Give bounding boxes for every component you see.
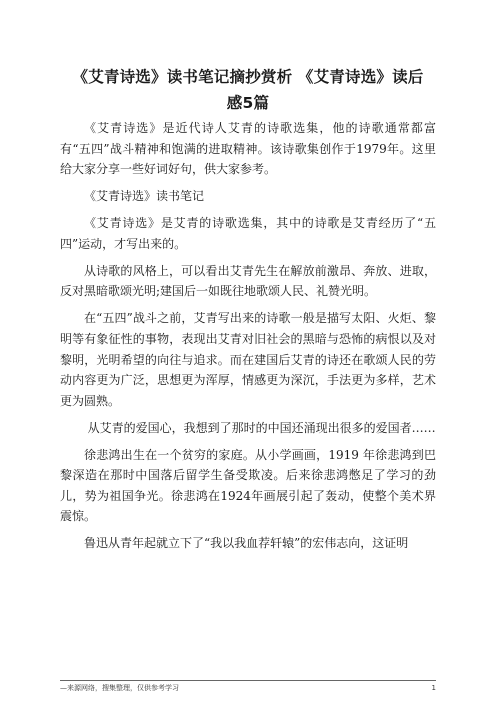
paragraph-intro: 《艾青诗选》是近代诗人艾青的诗歌选集，他的诗歌通常都富有“五四”战斗精神和饱满的进取精神。该诗歌集创作于1979年。这里给大家分享一些好词好句，供大家参考。 [60, 121, 436, 177]
title-line-1: 《艾青诗选》读书笔记摘抄赏析 《艾青诗选》读后 [72, 68, 424, 86]
footer-divider [60, 680, 436, 681]
paragraph-lu-xun: 鲁迅从青年起就立下了“我以我血荐轩辕”的宏伟志向，这证明 [84, 536, 409, 551]
paragraph-style: 从诗歌的风格上，可以看出艾青先生在解放前激昂、奔放、进取，反对黑暗歌颂光明;建国后一如既往地歌颂人民、礼赞光明。 [60, 263, 436, 299]
paragraph-themes: 在“五四”战斗之前，艾青写出来的诗歌一般是描写太阳、火炬、黎明等有象征性的事物，表现出艾青对旧社会的黑暗与恐怖的病恨以及对黎明，光明希望的向往与追求。而在建国后艾青的诗还在歌颂人民的劳动内容更为广泛，思想更为浑厚，情感更为深沉，手法更为多样，艺术更为圆熟。 [60, 311, 436, 408]
footer-source-note: —来源网络，搜集整理，仅供参考学习 [60, 684, 179, 692]
document-body [60, 118, 436, 560]
paragraph-xu-beihong: 徐悲鸿出生在一个贫穷的家庭。从小学画画，1919 年徐悲鸿到巴黎深造在那时中国落后留学生备受欺凌。后来徐悲鸿憋足了学习的劲儿，势为祖国争光。徐悲鸿在1924年画展引起了轰动，使整个美术界震惊。 [60, 447, 436, 524]
document-title [60, 64, 436, 116]
page-number: 1 [431, 684, 436, 692]
paragraph-section-heading: 《艾青诗选》读书笔记 [84, 189, 205, 204]
title-line-2: 感5篇 [226, 94, 270, 112]
paragraph-overview: 《艾青诗选》是艾青的诗歌选集，其中的诗歌是艾青经历了“五四”运动，才写出来的。 [60, 216, 436, 251]
paragraph-patriotism: 从艾青的爱国心，我想到了那时的中国还涌现出很多的爱国者…… [87, 420, 436, 435]
